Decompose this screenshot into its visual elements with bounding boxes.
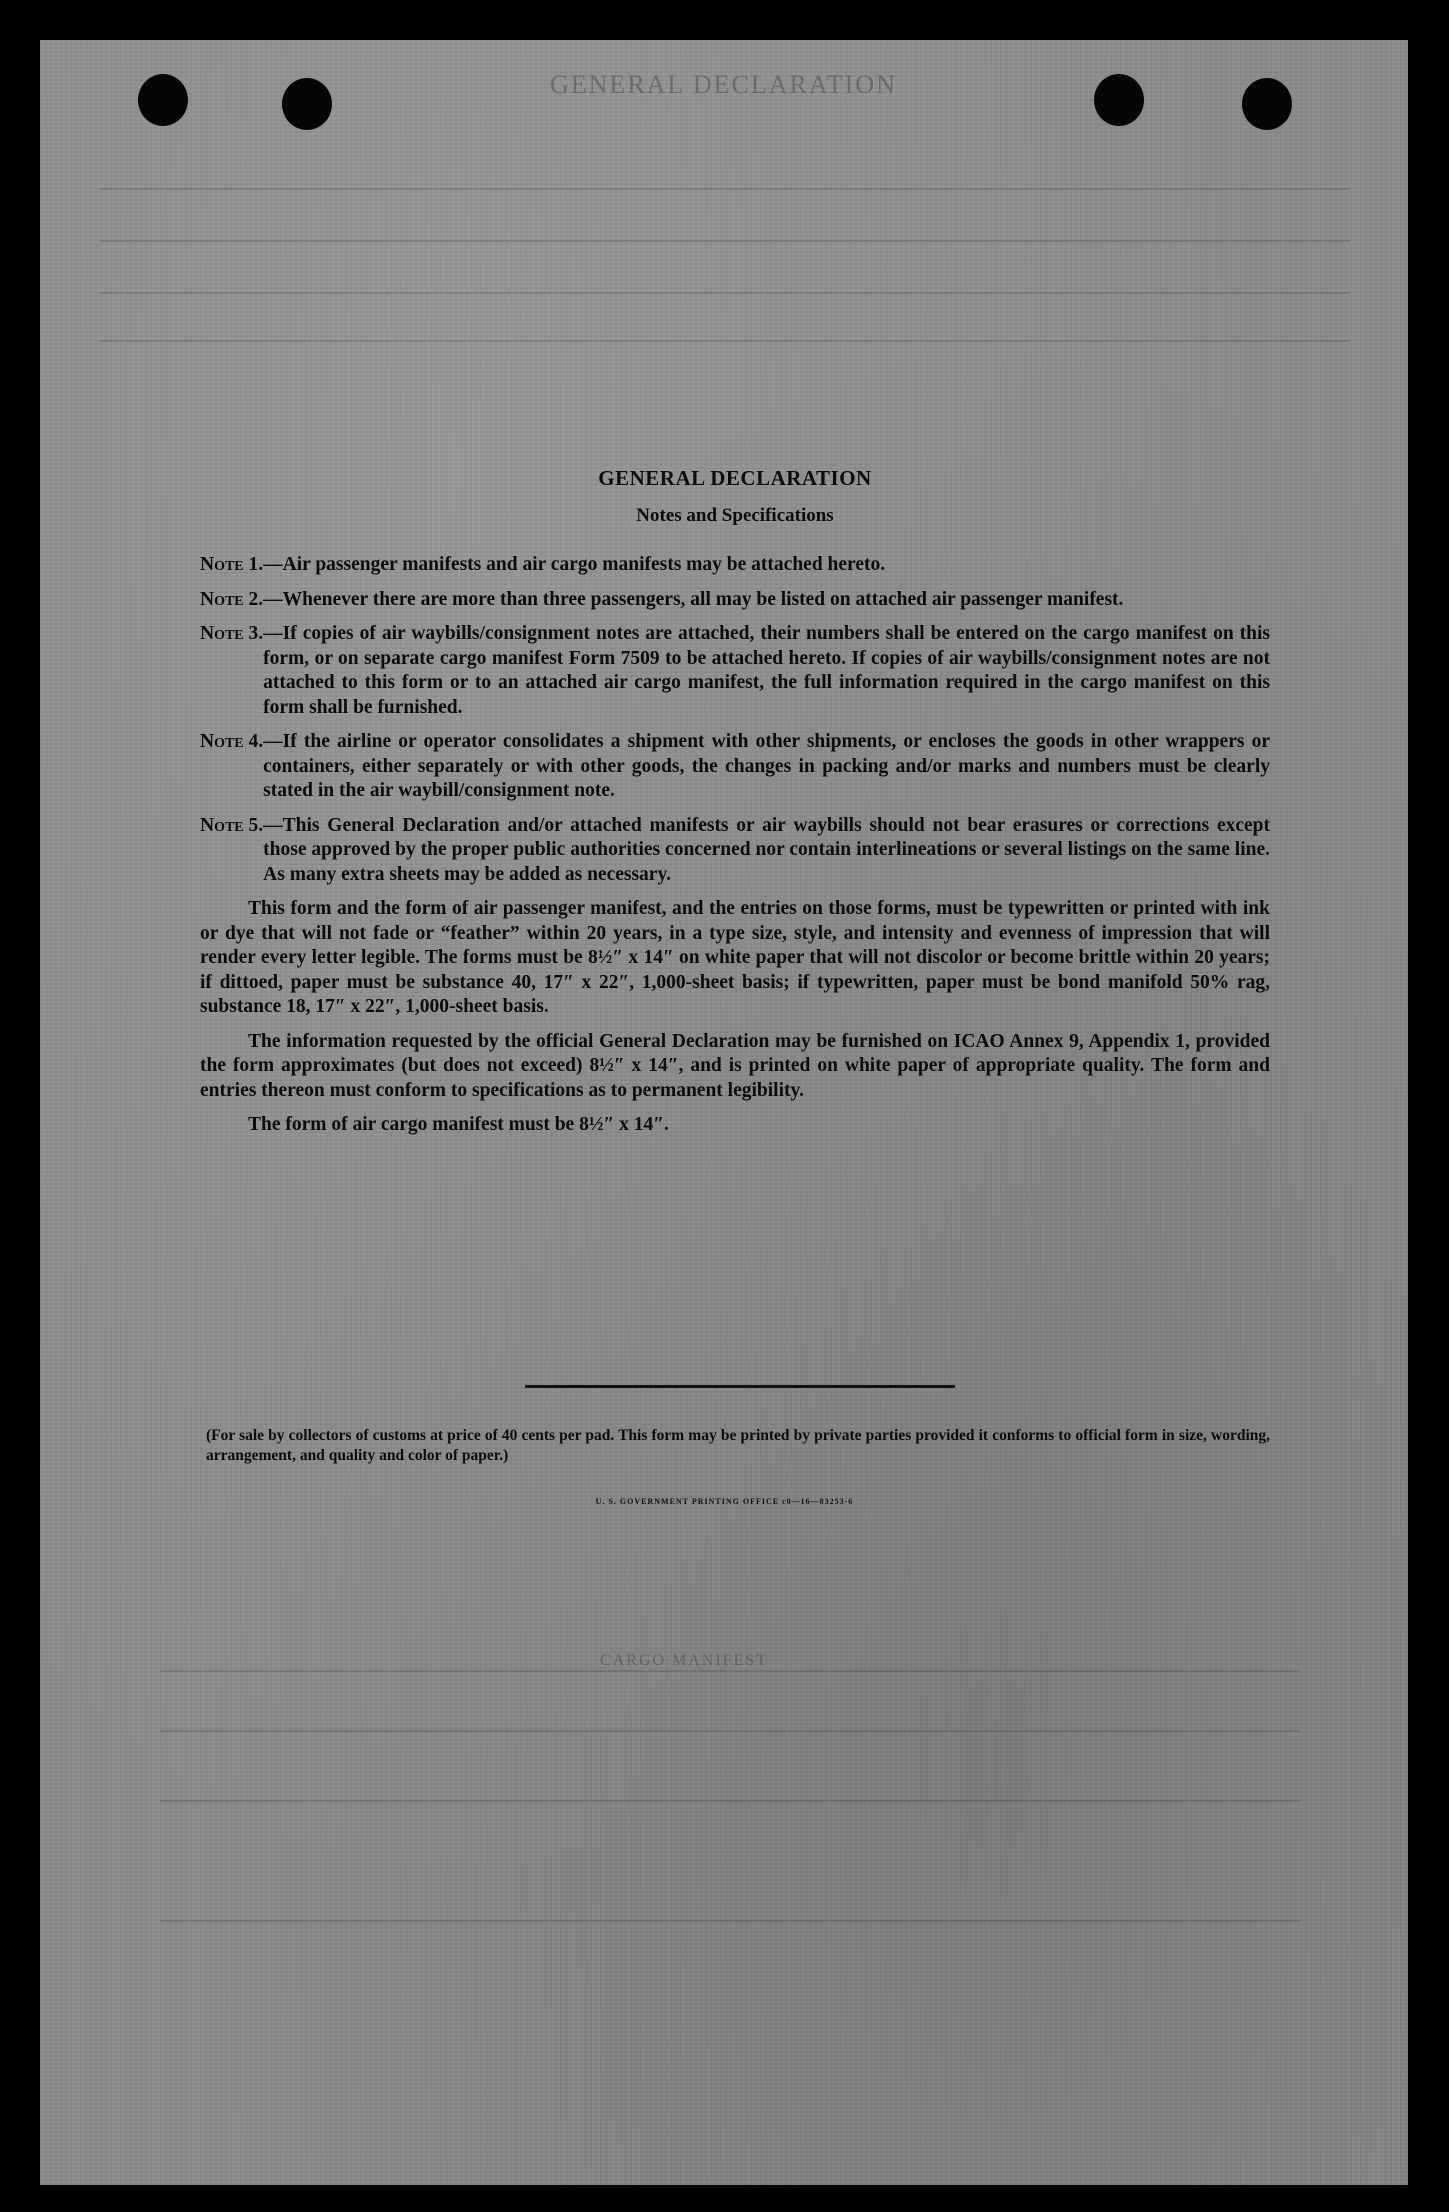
icao-paragraph: The information requested by the official General Declaration may be furnished on ICAO Annex 9, Appendix 1, provided the form approximates (but does not exceed) 8½″ x 14″, and is printed on white paper of appropriate quality. The form and entries thereon must conform to specifications as to permanent legibility. xyxy=(200,1030,1270,1101)
page-title: GENERAL DECLARATION xyxy=(598,466,872,490)
punch-hole-1 xyxy=(138,74,188,126)
show-through-header: GENERAL DECLARATION xyxy=(550,70,897,99)
specification-paragraph: This form and the form of air passenger manifest, and the entries on those forms, must be typewritten or printed with ink or dye that will not fade or “feather” within 20 years, in a type size, style, and intensity and evenness of impression that will render every letter legible. The forms must be 8½″ x 14″ on white paper that will not discolor or become brittle within 20 years; if dittoed, paper must be substance 40, 17″ x 22″, 1,000-sheet basis; if typewritten, paper must be bond manifold 50% rag, substance 18, 17″ x 22″, 1,000-sheet basis. xyxy=(200,898,1270,1017)
show-through-cargo: CARGO MANIFEST xyxy=(600,1652,769,1669)
note-text: —Air passenger manifests and air cargo manifests may be attached hereto. xyxy=(263,554,886,575)
show-through-line xyxy=(100,292,1350,294)
cargo-manifest-paragraph: The form of air cargo manifest must be 8½″ x 14″. xyxy=(248,1114,669,1135)
show-through-line xyxy=(160,1920,1300,1922)
show-through-line xyxy=(160,1730,1300,1732)
note-5 xyxy=(200,814,1270,888)
note-1 xyxy=(200,553,1270,578)
note-3 xyxy=(200,622,1270,720)
note-label: Note 4. xyxy=(200,731,264,752)
sale-notice: (For sale by collectors of customs at price of 40 cents per pad. This form may be printed by private parties provided it conforms to official form in size, wording, arrangement, and quality and color of paper.) xyxy=(206,1427,1270,1464)
page-subtitle: Notes and Specifications xyxy=(636,505,834,526)
note-text: —Whenever there are more than three passengers, all may be listed on attached air passenger manifest. xyxy=(263,588,1124,610)
note-2 xyxy=(200,588,1270,613)
note-text: —If the airline or operator consolidates a shipment with other shipments, or encloses the goods in other wrappers or containers, either separately or with other goods, the changes in packing and/or marks and numbers must be clearly stated in the air waybill/consignment note. xyxy=(263,731,1270,801)
show-through-line xyxy=(160,1800,1300,1802)
show-through-line xyxy=(160,1670,1300,1672)
notes-content xyxy=(200,466,1270,1148)
note-text: —If copies of air waybills/consignment notes are attached, their numbers shall be entered on the cargo manifest on this form, or on separate cargo manifest Form 7509 to be attached hereto. If copies of air waybills/consignment notes are not attached to this form or to an attached air cargo manifest, the full information required in the cargo manifest on this form shall be furnished. xyxy=(263,623,1270,718)
note-label: Note 1. xyxy=(200,554,264,575)
punch-hole-2 xyxy=(282,78,332,130)
divider-rule xyxy=(525,1385,955,1388)
note-text: —This General Declaration and/or attached manifests or air waybills should not bear erasures or corrections except those approved by the proper public authorities concerned nor contain interlineations or several listings on the same line. As many extra sheets may be added as necessary. xyxy=(263,814,1270,885)
note-4 xyxy=(200,730,1270,804)
punch-hole-4 xyxy=(1242,78,1292,130)
note-label: Note 5. xyxy=(200,814,264,836)
show-through-line xyxy=(100,188,1350,190)
printer-line: U. S. GOVERNMENT PRINTING OFFICE c0—16—83253-6 xyxy=(595,1497,854,1506)
punch-hole-3 xyxy=(1094,74,1144,126)
note-label: Note 3. xyxy=(200,623,264,644)
note-label: Note 2. xyxy=(200,588,264,610)
show-through-line xyxy=(100,240,1350,242)
show-through-line xyxy=(100,340,1350,342)
